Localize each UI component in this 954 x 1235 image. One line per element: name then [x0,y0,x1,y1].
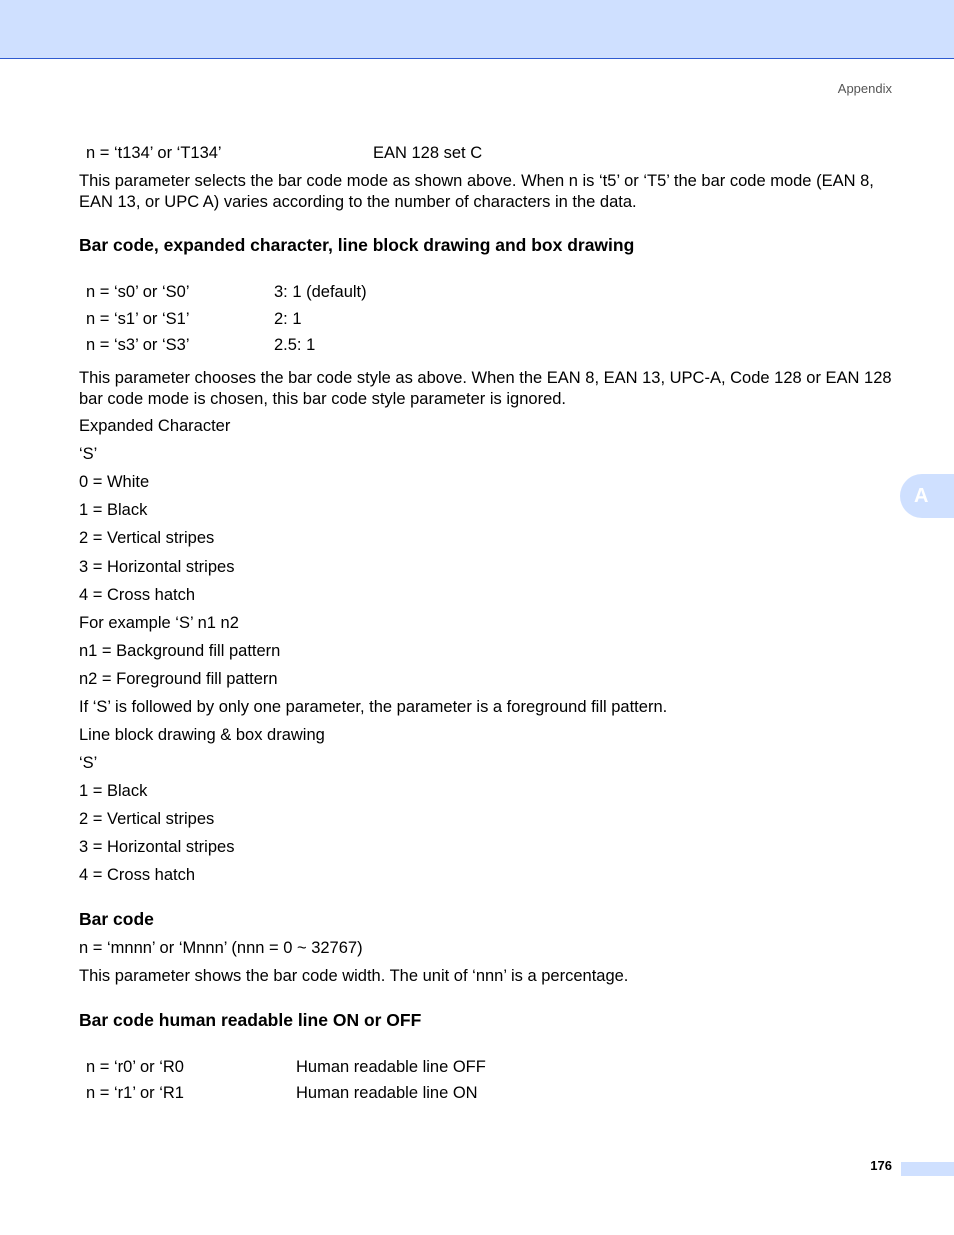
line-block-title: Line block drawing & box drawing [79,726,325,744]
expanded-note: If ‘S’ is followed by only one parameter, the parameter is a foreground fill pattern. [79,698,668,716]
expanded-n1: n1 = Background fill pattern [79,642,281,660]
param-value: 2: 1 [274,310,302,328]
barcode-mode-row [86,143,483,164]
barcode-mode-description: This parameter selects the bar code mode as shown above. When n is ‘t5’ or ‘T5’ the bar code mode (EAN 8, EAN 13, or UPC A) varies according to the number of characters in the data. [79,172,874,211]
param-name: n = ‘s3’ or ‘S3’ [86,336,190,354]
param-name: n = ‘s1’ or ‘S1’ [86,310,190,328]
header-band [0,0,954,59]
bar-code-param: n = ‘mnnn’ or ‘Mnnn’ (nnn = 0 ~ 32767) [79,939,363,957]
human-readable-row [86,1083,478,1104]
page-number: 176 [870,1158,892,1173]
expanded-item: 3 = Horizontal stripes [79,558,235,576]
param-value: Human readable line OFF [296,1058,486,1076]
param-value: Human readable line ON [296,1084,478,1102]
param-value: EAN 128 set C [373,144,483,162]
section-label: Appendix [837,81,892,96]
line-block-item: 2 = Vertical stripes [79,810,215,828]
heading-bar-code: Bar code [79,909,154,929]
page-number-bar [901,1162,954,1176]
expanded-code: ‘S’ [79,445,98,463]
style-row [86,309,302,330]
param-name: n = ‘r1’ or ‘R1 [86,1084,184,1102]
bar-code-description: This parameter shows the bar code width. The unit of ‘nnn’ is a percentage. [79,967,629,985]
expanded-n2: n2 = Foreground fill pattern [79,670,278,688]
expanded-item: 4 = Cross hatch [79,586,196,604]
expanded-title: Expanded Character [79,417,231,435]
style-row [86,335,316,356]
line-block-item: 3 = Horizontal stripes [79,838,235,856]
param-value: 3: 1 (default) [274,283,367,301]
expanded-item: 1 = Black [79,501,148,519]
appendix-tab[interactable]: A [900,474,954,518]
heading-barcode-style: Bar code, expanded character, line block drawing and box drawing [79,235,635,255]
expanded-example: For example ‘S’ n1 n2 [79,614,239,632]
expanded-item: 2 = Vertical stripes [79,529,215,547]
param-name: n = ‘t134’ or ‘T134’ [86,144,222,162]
param-name: n = ‘r0’ or ‘R0 [86,1058,184,1076]
param-name: n = ‘s0’ or ‘S0’ [86,283,190,301]
expanded-item: 0 = White [79,473,150,491]
param-value: 2.5: 1 [274,336,316,354]
heading-human-readable: Bar code human readable line ON or OFF [79,1010,422,1030]
line-block-code: ‘S’ [79,754,98,772]
human-readable-row [86,1057,486,1078]
style-description: This parameter chooses the bar code style as above. When the EAN 8, EAN 13, UPC-A, Code 128 or EAN 128 bar code mode is chosen, this bar code style parameter is ignored. [79,369,892,408]
line-block-item: 4 = Cross hatch [79,866,196,884]
style-row [86,282,367,303]
line-block-item: 1 = Black [79,782,148,800]
